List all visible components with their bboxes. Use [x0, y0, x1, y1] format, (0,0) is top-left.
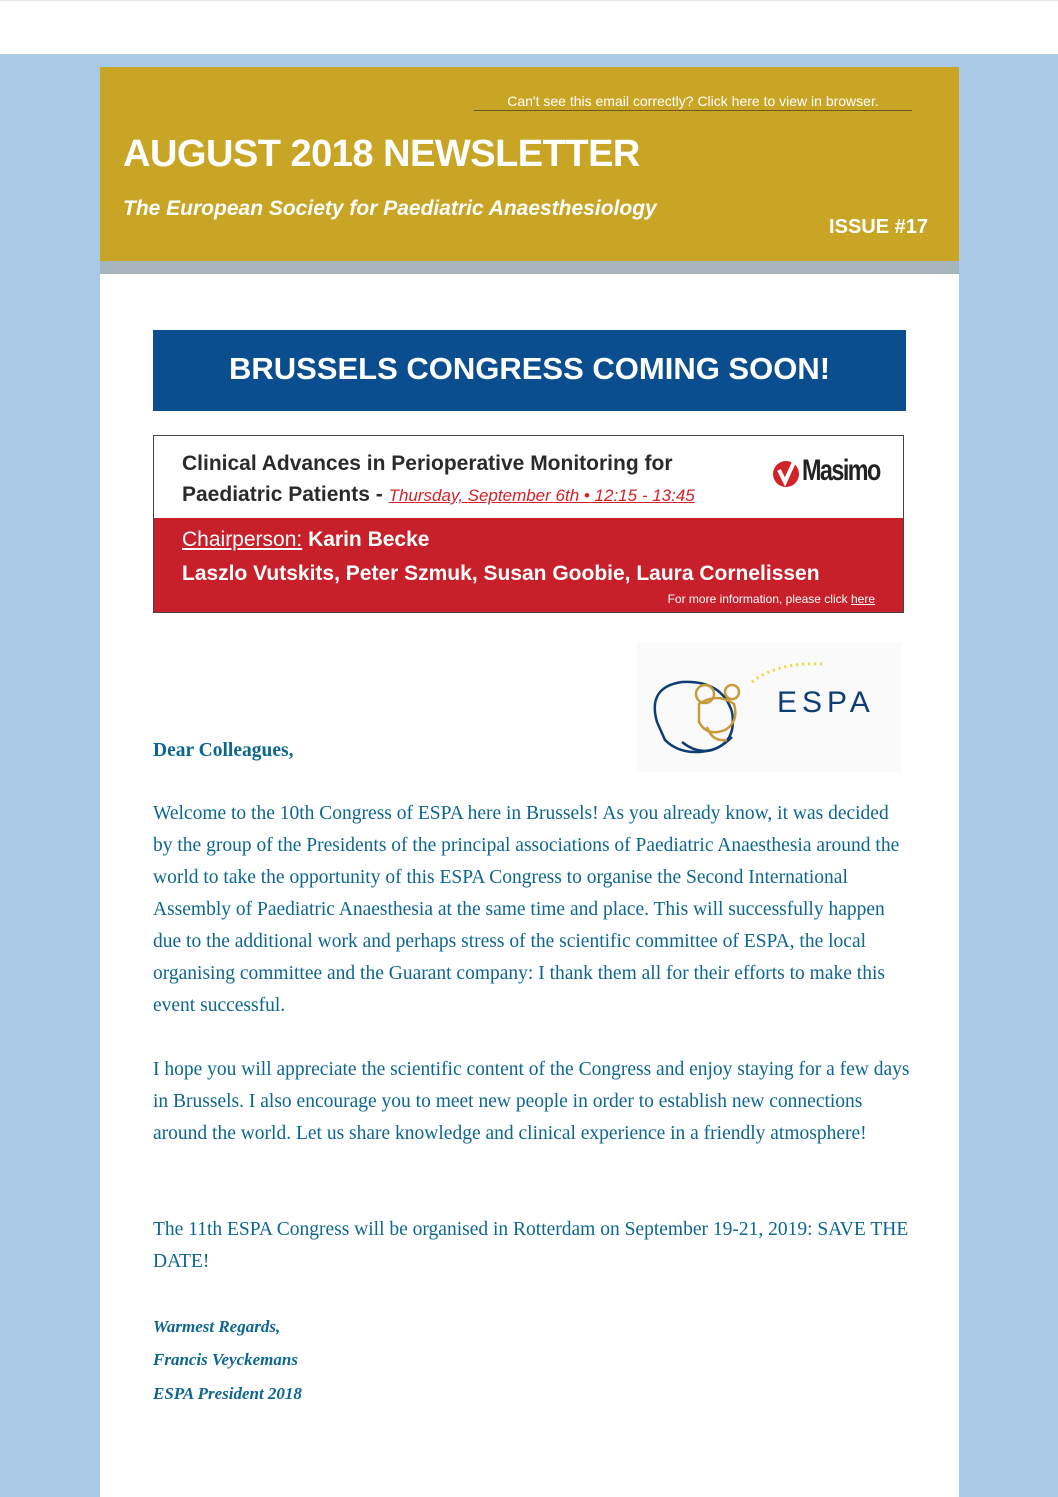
ad-date: Thursday, September 6th • 12:15 - 13:45 [388, 486, 695, 505]
more-info-text: For more information, please click [667, 592, 851, 606]
more-info-link[interactable]: here [850, 592, 875, 606]
letter-author: Francis Veyckemans [153, 1350, 298, 1369]
ad-more-info [668, 592, 875, 606]
masimo-mark-icon [772, 452, 802, 492]
ad-top-section [154, 436, 903, 518]
masimo-wordmark: Masimo [802, 454, 880, 487]
chairperson-name: Karin Becke [302, 528, 430, 551]
issue-number: ISSUE #17 [829, 216, 928, 238]
society-name: The European Society for Paediatric Anaesthesiology [123, 197, 657, 220]
ad-title-line1: Clinical Advances in Perioperative Monitoring for [182, 452, 673, 475]
newsletter-header [100, 67, 959, 261]
letter-signoff: Warmest Regards, [153, 1317, 281, 1336]
letter-paragraph: The 11th ESPA Congress will be organised in Rotterdam on September 19-21, 2019: SAVE THE DATE! [153, 1219, 909, 1272]
email-container [100, 67, 959, 1497]
newsletter-title: AUGUST 2018 NEWSLETTER [123, 133, 640, 175]
header-divider [100, 261, 959, 274]
espa-wordmark: ESPA [777, 686, 875, 719]
letter-paragraph: I hope you will appreciate the scientific content of the Congress and enjoy staying for a few days in Brussels. I also encourage you to meet new people in order to establish new connections around the world. Let us share knowledge and clinical experience in a friendly atmosphere! [153, 1059, 910, 1144]
masimo-logo [772, 452, 880, 494]
top-strip [0, 0, 1058, 54]
letter-paragraph: Welcome to the 10th Congress of ESPA here in Brussels! As you already know, it was decided by the group of the Presidents of the principal associations of Paediatric Anaesthesia around the world to take the opportunity of this ESPA Congress to organise the Second International Assembly of Paediatric Anaesthesia at the same time and place. This will successfully happen due to the additional work and perhaps stress of the scientific committee of ESPA, the local organising committee and the Guarant company: I thank them all for their efforts to make this event successful. [153, 803, 900, 1016]
congress-banner: BRUSSELS CONGRESS COMING SOON! [153, 330, 906, 411]
ad-speakers: Laszlo Vutskits, Peter Szmuk, Susan Goobie, Laura Cornelissen [182, 562, 820, 585]
ad-title-separator: - [369, 483, 389, 506]
ad-chairperson [182, 528, 429, 552]
letter-greeting: Dear Colleagues, [153, 740, 294, 761]
ad-title-line2 [182, 483, 695, 507]
chairperson-label: Chairperson: [182, 528, 303, 551]
symposium-ad[interactable] [153, 435, 904, 613]
ad-title-text: Paediatric Patients [182, 483, 370, 506]
ad-speakers-section [154, 518, 903, 612]
view-in-browser-link[interactable]: Can't see this email correctly? Click here to view in browser. [474, 93, 912, 111]
letter-author-title: ESPA President 2018 [153, 1384, 302, 1403]
